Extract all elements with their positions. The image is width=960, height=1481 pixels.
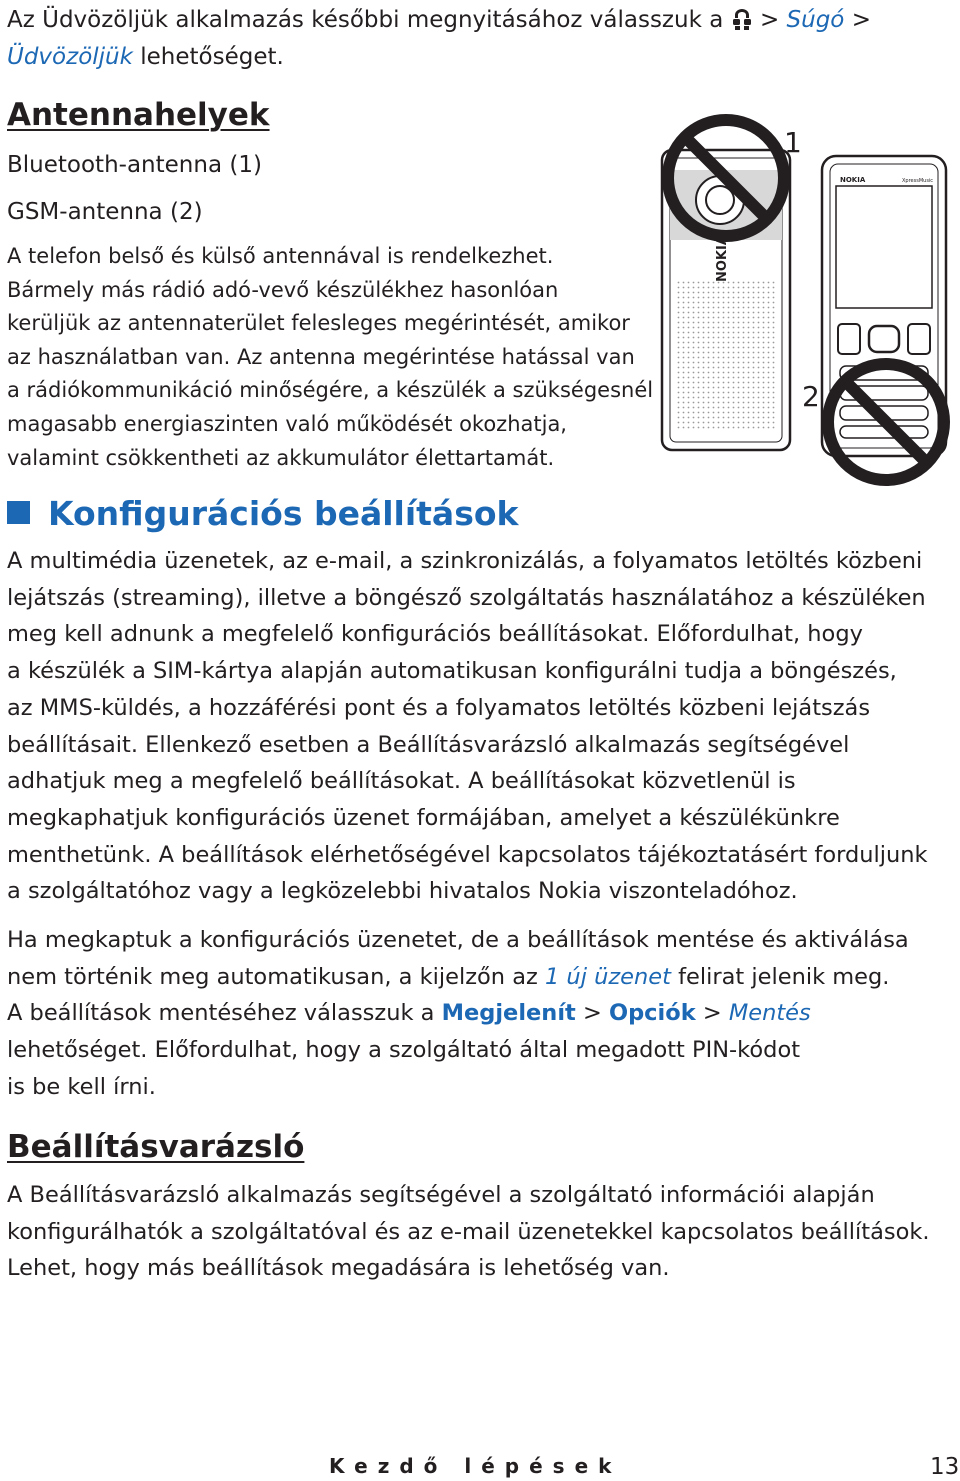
sugo-link: Súgó bbox=[786, 7, 845, 33]
label-2: 2 bbox=[802, 380, 820, 413]
mentes-option: Mentés bbox=[728, 1000, 811, 1027]
paragraph-line: konfigurálhatók a szolgáltatóval és az e-mail üzenetekkel kapcsolatos beállítások. bbox=[7, 1218, 930, 1245]
phone-back-illustration bbox=[662, 150, 790, 450]
opciok-softkey: Opciók bbox=[608, 1000, 696, 1027]
paragraph-line: A telefon belső és külső antennával is rendelkezhet. bbox=[7, 244, 554, 268]
antenna-location-figure bbox=[656, 110, 956, 490]
paragraph-line: is be kell írni. bbox=[7, 1073, 156, 1100]
paragraph-line: valamint csökkentheti az akkumulátor élettartamát. bbox=[7, 445, 555, 470]
paragraph-line: magasabb energiaszinten való működését okozhatja, bbox=[7, 411, 567, 436]
paragraph-line: megkaphatjuk konfigurációs üzenet formájában, amelyet a készülékünkre bbox=[7, 804, 840, 831]
paragraph-line: a szolgáltatóhoz vagy a legközelebbi hivatalos Nokia viszonteladóhoz. bbox=[7, 878, 798, 905]
paragraph-line: kerüljük az antennaterület felesleges megérintését, amikor bbox=[7, 311, 630, 336]
antenna-paragraph bbox=[7, 240, 653, 475]
wizard-paragraph bbox=[7, 1177, 930, 1287]
paragraph-line: az MMS-küldés, a hozzáférési pont és a folyamatos letöltés közbeni lejátszás bbox=[7, 694, 871, 721]
model-front: XpressMusic bbox=[902, 178, 934, 184]
paragraph-line: lehetőséget. Előfordulhat, hogy a szolgáltató által megadott PIN-kódot bbox=[7, 1037, 801, 1064]
paragraph-line: Bármely más rádió adó-vevő készülékhez hasonlóan bbox=[7, 277, 559, 302]
config-paragraph-2 bbox=[7, 922, 909, 1106]
paragraph-line: menthetünk. A beállítások elérhetőségével kapcsolatos tájékoztatásért forduljunk bbox=[7, 841, 928, 868]
intro-line-2: Üdvözöljük lehetőséget. bbox=[7, 44, 284, 70]
paragraph-line: Lehet, hogy más beállítások megadására is lehetőség van. bbox=[7, 1255, 670, 1282]
config-paragraph-1 bbox=[7, 543, 928, 910]
new-message-label: 1 új üzenet bbox=[544, 963, 671, 990]
paragraph-line: adhatjuk meg a megfelelő beállításokat. A beállításokat közvetlenül is bbox=[7, 768, 796, 795]
config-heading: Konfigurációs beállítások bbox=[7, 493, 518, 535]
antenna-list bbox=[7, 142, 262, 236]
intro-text bbox=[7, 2, 871, 76]
footer-section-title: Kezdő lépések bbox=[329, 1454, 622, 1478]
brand-front: NOKIA bbox=[840, 176, 866, 184]
intro-line-1: Az Üdvözöljük alkalmazás későbbi megnyitásához válasszuk a > Súgó > bbox=[7, 7, 871, 33]
antenna-heading: Antennahelyek bbox=[7, 97, 270, 133]
wizard-heading: Beállításvarázsló bbox=[7, 1129, 305, 1165]
paragraph-line: meg kell adnunk a megfelelő konfigurációs beállításokat. Előfordulhat, hogy bbox=[7, 621, 863, 648]
paragraph-line: nem történik meg automatikusan, a kijelzőn az 1 új üzenet felirat jelenik meg. bbox=[7, 963, 890, 990]
paragraph-line: A multimédia üzenetek, az e-mail, a szinkronizálás, a folyamatos letöltés közbeni bbox=[7, 548, 923, 574]
paragraph-line: beállításait. Ellenkező esetben a Beállításvarázsló alkalmazás segítségével bbox=[7, 731, 850, 758]
megjelenit-softkey: Megjelenít bbox=[441, 1000, 576, 1027]
paragraph-line: a készülék a SIM-kártya alapján automatikusan konfigurálni tudja a böngészés, bbox=[7, 658, 897, 685]
antenna-item: Bluetooth-antenna (1) bbox=[7, 152, 262, 178]
antenna-item: GSM-antenna (2) bbox=[7, 199, 203, 225]
paragraph-line: A Beállításvarázsló alkalmazás segítségével a szolgáltató információi alapján bbox=[7, 1182, 875, 1208]
paragraph-line: Ha megkaptuk a konfigurációs üzenetet, de a beállítások mentése és aktiválása bbox=[7, 927, 909, 953]
label-1: 1 bbox=[784, 126, 802, 159]
phone-front-illustration bbox=[822, 156, 946, 456]
paragraph-line: A beállítások mentéséhez válasszuk a Megjelenít > Opciók > Mentés bbox=[7, 1000, 811, 1027]
apps-menu-icon bbox=[731, 6, 753, 32]
udvozoljuk-link: Üdvözöljük bbox=[7, 44, 133, 70]
section-bullet-icon bbox=[7, 501, 30, 524]
paragraph-line: a rádiókommunikáció minőségére, a készülék a szükségesnél bbox=[7, 378, 654, 403]
page-number: 13 bbox=[930, 1454, 960, 1480]
paragraph-line: lejátszás (streaming), illetve a böngésző szolgáltatás használatához a készüléken bbox=[7, 584, 926, 611]
paragraph-line: az használatban van. Az antenna megérintése hatással van bbox=[7, 344, 635, 369]
brand-back: NOKIA bbox=[715, 235, 730, 282]
